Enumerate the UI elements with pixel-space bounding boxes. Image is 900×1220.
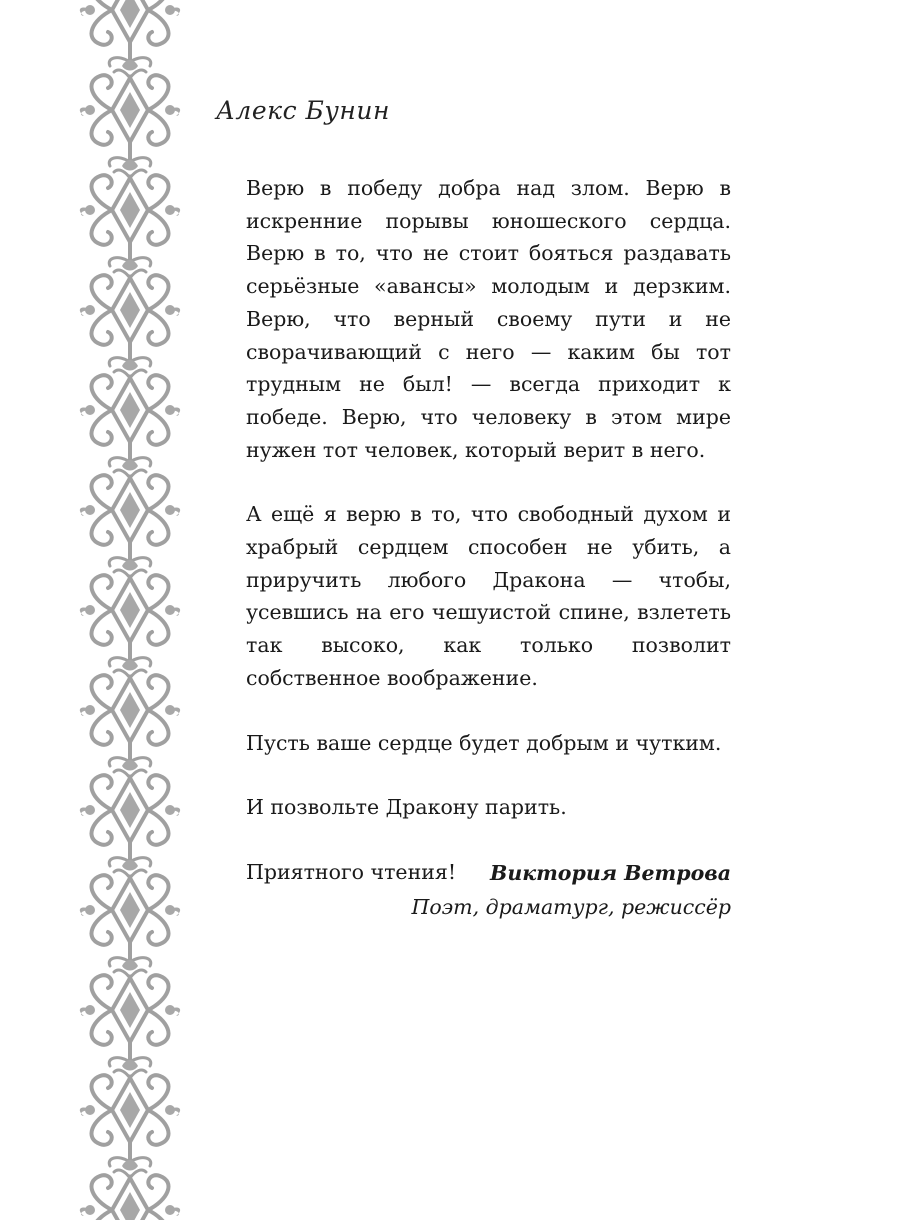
- damask-border-icon: [70, 0, 190, 1220]
- damask-motif-icon: [80, 770, 180, 871]
- damask-motif-icon: [80, 470, 180, 571]
- paragraph-3: Пусть ваше сердце будет добрым и чутким.: [246, 730, 722, 755]
- body-text: [246, 172, 731, 889]
- damask-motif-icon: [80, 970, 180, 1071]
- paragraph-spacer: [246, 466, 731, 498]
- damask-motif-icon: [80, 170, 180, 271]
- running-head: Алекс Бунин: [216, 96, 390, 125]
- paragraph-5: Приятного чтения!: [246, 859, 457, 884]
- damask-ornament-border: [70, 0, 190, 1220]
- paragraph-1: Верю в победу добра над злом. Верю в искренние порывы юношеского сердца. Верю в то, что не стоит бояться раздавать серьёзные «авансы» молодым и дерзким. Верю, что верный своему пути и не сворачивающий с него — каким бы тот трудным не был! — всегда приходит к победе. Верю, что человеку в этом мире нужен тот человек, который верит в него.: [246, 176, 731, 462]
- paragraph-spacer: [246, 695, 731, 727]
- paragraph-spacer: [246, 824, 731, 856]
- damask-motif-icon: [80, 370, 180, 471]
- damask-motif-icon: [80, 870, 180, 971]
- damask-motif-icon: [80, 670, 180, 771]
- damask-motif-icon: [80, 570, 180, 671]
- author-role: Поэт, драматург, режиссёр: [411, 895, 731, 919]
- paragraph-2: А ещё я верю в то, что свободный духом и храбрый сердцем способен не убить, а приручить любого Дракона — чтобы, усевшись на его чешуистой спине, взлететь так высоко, как только позволит собственное воображение.: [246, 502, 731, 690]
- damask-motif-icon: [80, 70, 180, 171]
- signature-block: [246, 856, 731, 924]
- damask-motif-icon: [80, 1170, 180, 1220]
- damask-motif-icon: [80, 0, 180, 71]
- author-name: Виктория Ветрова: [490, 861, 731, 885]
- damask-motif-icon: [80, 270, 180, 371]
- paragraph-4: И позвольте Дракону парить.: [246, 795, 567, 820]
- damask-motif-icon: [80, 1070, 180, 1171]
- paragraph-spacer: [246, 759, 731, 791]
